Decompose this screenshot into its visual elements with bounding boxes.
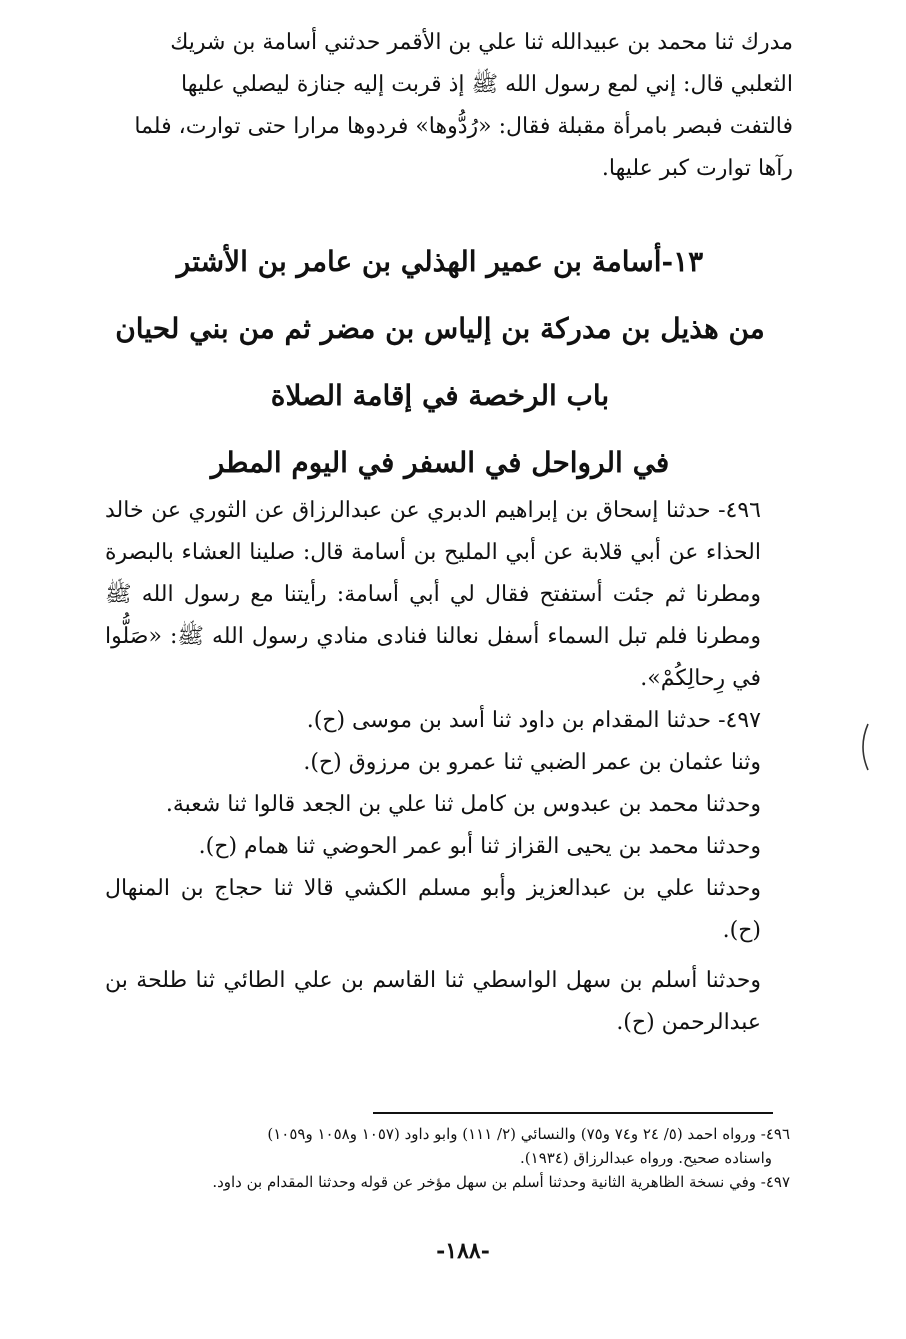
- heading-companion-name: ١٣-أسامة بن عمير الهذلي بن عامر بن الأشتر: [176, 245, 704, 278]
- hadith-497-line-2: وثنا عثمان بن عمر الضبي ثنا عمرو بن مرزوق (ح).: [303, 750, 761, 775]
- chapter-headings: [90, 228, 790, 496]
- heading-lineage: من هذيل بن مدركة بن إلياس بن مضر ثم من بني لحيان: [115, 312, 765, 345]
- heading-chapter-title: باب الرخصة في إقامة الصلاة: [270, 379, 610, 412]
- intro-line-2: الثعلبي قال: إني لمع رسول الله ﷺ إذ قربت إليه جنازة ليصلي عليها: [180, 72, 793, 97]
- hadith-body: [105, 490, 795, 1044]
- footnotes: [110, 1122, 790, 1194]
- footnote-496-line-1: ٤٩٦- ورواه احمد (٥/ ٢٤ و٧٤ و٧٥) والنسائي (٢/ ١١١) وابو داود (١٠٥٧ و١٠٥٨ و١٠٥٩): [267, 1125, 790, 1143]
- intro-line-3: فالتفت فبصر بامرأة مقبلة فقال: «رُدُّوها» فردوها مرارا حتى توارت، فلما: [134, 114, 793, 139]
- hadith-497-line-4: وحدثنا محمد بن يحيى القزاز ثنا أبو عمر الحوضي ثنا همام (ح).: [198, 834, 761, 859]
- page-number: -١٨٨-: [436, 1238, 490, 1264]
- footnote-497: ٤٩٧- وفي نسخة الظاهرية الثانية وحدثنا أسلم بن سهل مؤخر عن قوله وحدثنا المقدام بن داود.: [212, 1173, 790, 1191]
- hadith-497-line-1: ٤٩٧- حدثنا المقدام بن داود ثنا أسد بن موسى (ح).: [306, 708, 761, 733]
- intro-passage: [108, 22, 793, 190]
- intro-line-4: رآها توارت كبر عليها.: [601, 156, 793, 181]
- margin-bracket-mark: [856, 722, 872, 772]
- footnote-divider: [373, 1112, 773, 1114]
- heading-chapter-subtitle: في الرواحل في السفر في اليوم المطر: [210, 446, 670, 479]
- footnote-496-line-2: واسناده صحيح. ورواه عبدالرزاق (١٩٣٤).: [520, 1149, 772, 1167]
- intro-line-1: مدرك ثنا محمد بن عبيدالله ثنا علي بن الأقمر حدثني أسامة بن شريك: [170, 30, 793, 55]
- hadith-497-line-3: وحدثنا محمد بن عبدوس بن كامل ثنا علي بن الجعد قالوا ثنا شعبة.: [165, 792, 761, 817]
- hadith-496: ٤٩٦- حدثنا إسحاق بن إبراهيم الدبري عن عبدالرزاق عن الثوري عن خالد الحذاء عن أبي قلابة عن أبي المليح بن أسامة قال: صلينا العشاء بالبصرة ومطرنا ثم جئت أستفتح فقال لي أبي أسامة: رأيتنا مع رسول الله ﷺ ومطرنا فلم تبل السماء أسفل نعالنا فنادى منادي رسول الله ﷺ: «صَلُّوا في رِحالِكُمْ».: [105, 498, 761, 691]
- hadith-497-line-5: وحدثنا علي بن عبدالعزيز وأبو مسلم الكشي قالا ثنا حجاج بن المنهال (ح).: [105, 876, 761, 943]
- hadith-497-line-6: وحدثنا أسلم بن سهل الواسطي ثنا القاسم بن علي الطائي ثنا طلحة بن عبدالرحمن (ح).: [105, 968, 761, 1035]
